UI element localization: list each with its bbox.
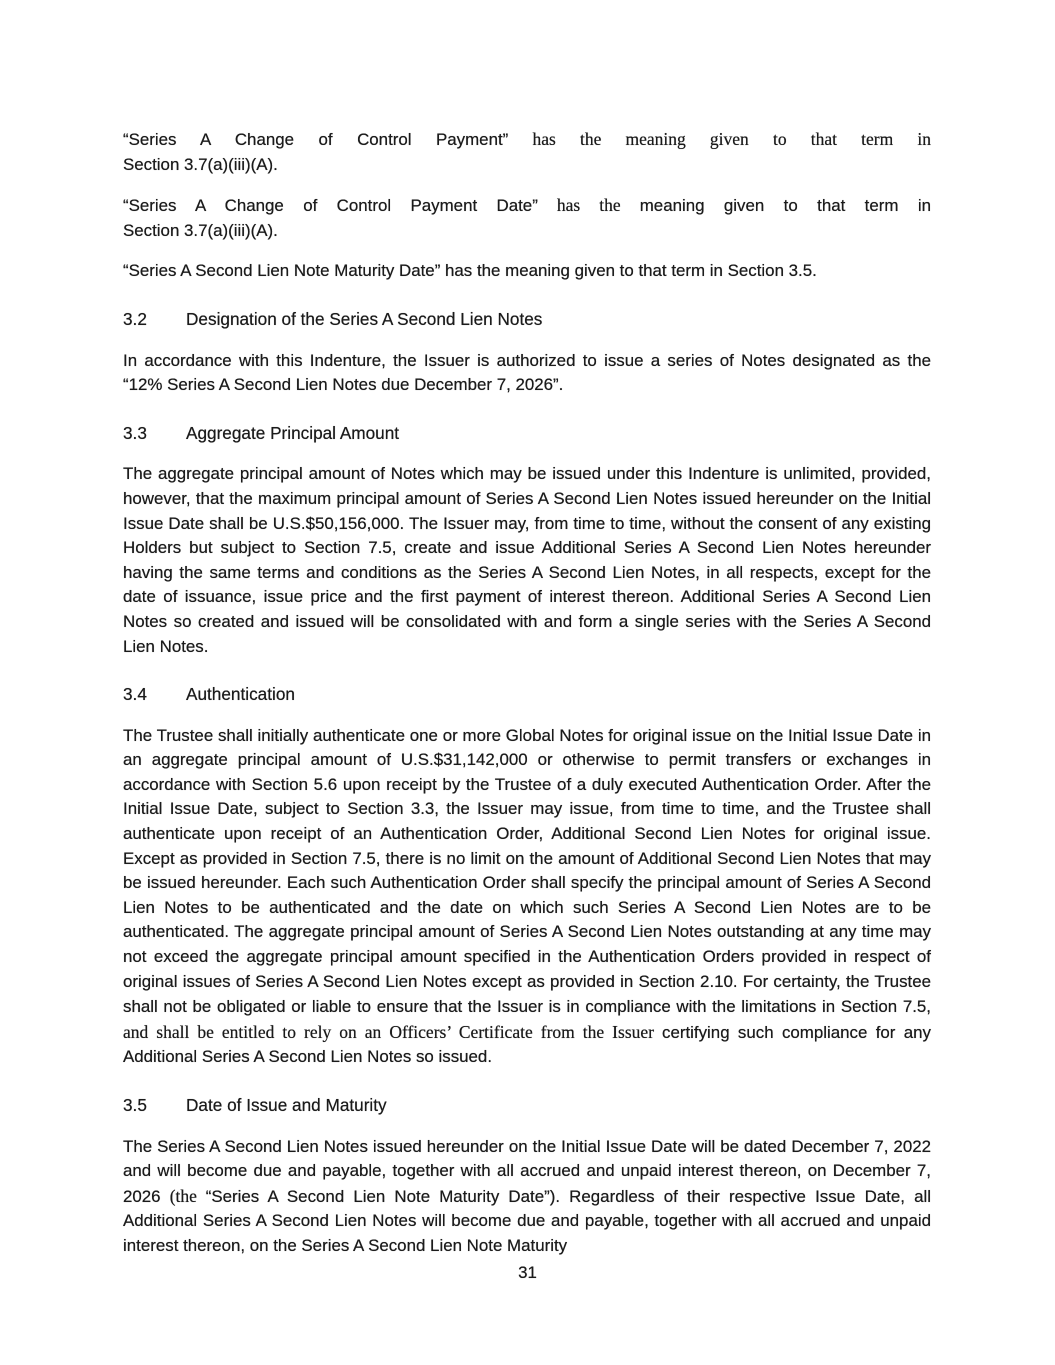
document-body xyxy=(123,127,931,1275)
paragraph xyxy=(123,724,931,1070)
section-heading xyxy=(123,421,931,446)
text-run: ). Regardless of their respective Issue Date, all Additional Series A Second Lien Notes will become due and payable, together with all accrued and unpaid interest thereon, on the Series A Second Lien Note Maturity xyxy=(123,1186,931,1255)
text-run: The aggregate principal amount of Notes which may be issued under this Indenture is unlimited, provided, however, that the maximum principal amount of Series A Second Lien Notes issued hereunder on the Initial Issue Date shall be U.S.$50,156,000. The Issuer may, from time to time, without the consent of any existing Holders but subject to Section 7.5, create and issue Additional Series A Second Lien Notes hereunder having the same terms and conditions as the Series A Second Lien Notes, in all respects, except for the date of issuance, issue price and the first payment of interest thereon. Additional Series A Second Lien Notes so created and issued will be consolidated with and form a single series with the Series A Second Lien Notes. xyxy=(123,464,931,656)
text-line xyxy=(123,153,931,178)
text-run: . xyxy=(558,375,564,395)
paragraph xyxy=(123,1135,931,1259)
text-run: Section 3.7(a)(iii)(A). xyxy=(123,154,278,174)
paragraph xyxy=(123,193,931,243)
defined-term: “Series A Change of Control Payment Date” xyxy=(123,196,538,216)
text-run: has the meaning given to that term in xyxy=(508,129,931,149)
text-run: The Series A Second Lien Notes issued hereunder on the Initial Issue Date will be dated December 7, 2022 and will become due and payable, together with all accrued and unpaid interest thereon, on December 7, 2026 xyxy=(123,1136,931,1206)
page-footer xyxy=(0,1263,1055,1283)
text-line xyxy=(123,127,931,153)
text-run: The Trustee shall initially authenticate one or more Global Notes for original issue on the Initial Issue Date in an aggregate principal amount of U.S.$31,142,000 or otherwise to permit transfers or exchanges in accordance with Section 5.6 upon receipt by the Trustee of a duly executed Authentication Order. After the Initial Issue Date, subject to Section 3.3, the Issuer may issue, from time to time, and the Trustee shall authenticate upon receipt of an Authentication Order, Additional Second Lien Notes for original issue. Except as provided in Section 7.5, there is no limit on the amount of Additional Second Lien Notes that may be issued hereunder. Each such Authentication Order shall specify the principal amount of Series A Second Lien Notes to be authenticated and the date on which such Series A Second Lien Notes are to be authenticated. The aggregate principal amount of Series A Second Lien Notes outstanding at any time may not exceed the aggregate principal amount specified in the Authentication Orders provided in respect of original issues of Series A Second Lien Notes except as provided in Section 2.10. For certainty, the Trustee shall not be obligated or liable to ensure that the Issuer is in compliance with the limitations in Section 7.5, xyxy=(123,725,931,1017)
text-run: In accordance with this Indenture, the Issuer is authorized to issue a series of Notes designated as the xyxy=(123,350,931,370)
section-title: Date of Issue and Maturity xyxy=(186,1095,387,1115)
section-number: 3.2 xyxy=(123,308,147,329)
section-heading xyxy=(123,307,931,332)
text-run: (the xyxy=(169,1185,206,1206)
defined-term: “Series A Change of Control Payment” xyxy=(123,130,509,149)
paragraph xyxy=(123,127,931,177)
paragraph xyxy=(123,349,931,398)
text-run: Section 3.7(a)(iii)(A). xyxy=(123,220,278,240)
section-number: 3.4 xyxy=(123,684,147,705)
paragraph xyxy=(123,462,931,659)
text-line xyxy=(123,193,931,219)
defined-term: “Series A Second Lien Note Maturity Date” xyxy=(205,1186,550,1206)
page-number: 31 xyxy=(518,1263,537,1282)
paragraph xyxy=(123,259,931,284)
defined-term: “12% Series A Second Lien Notes due December 7, 2026” xyxy=(123,375,559,395)
text-run: and shall be entitled to rely on an Officers’ Certificate from the Issuer xyxy=(123,1021,662,1042)
text-line xyxy=(123,219,931,244)
section-title: Designation of the Series A Second Lien Notes xyxy=(186,308,543,329)
text-run: has the meaning given to that term in Section 3.5. xyxy=(440,261,817,281)
text-run: meaning given to that term in xyxy=(639,196,931,216)
section-number: 3.3 xyxy=(123,422,147,443)
section-heading xyxy=(123,682,931,707)
text-run: has the xyxy=(537,195,640,216)
section-heading xyxy=(123,1093,931,1118)
section-title: Aggregate Principal Amount xyxy=(186,422,400,443)
defined-term: “Series A Second Lien Note Maturity Date” xyxy=(123,261,441,281)
section-number: 3.5 xyxy=(123,1095,147,1115)
section-title: Authentication xyxy=(186,684,295,705)
text-run: certifying such compliance for any Additional Series A Second Lien Notes so issued. xyxy=(123,1022,931,1067)
